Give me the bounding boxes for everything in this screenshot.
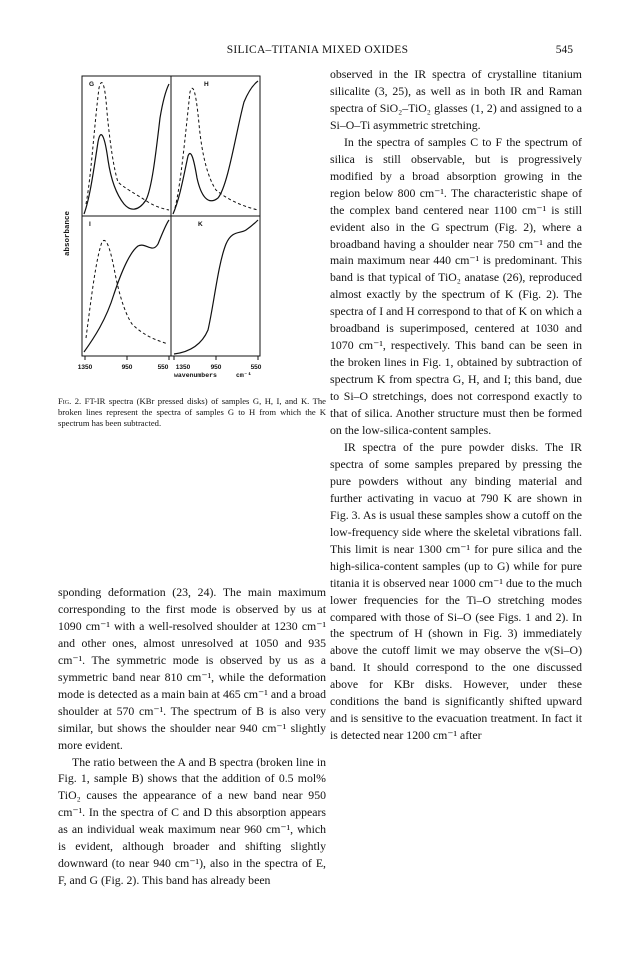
panel-label-h: H: [204, 81, 209, 88]
figure-caption-label: Fig. 2.: [58, 396, 82, 406]
panel-h-broken-curve: [175, 88, 258, 210]
paragraph: observed in the IR spectra of crystalline titanium silicalite (3, 25), as well as in both IR and Raman spectra of SiO₂–TiO₂ glasses (1, 2) and assigned to a Si–O–Ti asymmetric stretching.: [330, 67, 582, 132]
page-number: 545: [555, 44, 573, 56]
spectra-plot: [56, 68, 326, 378]
running-title: SILICA–TITANIA MIXED OXIDES: [226, 44, 409, 56]
left-column: [58, 584, 326, 889]
paragraph: The ratio between the A and B spectra (broken line in Fig. 1, sample B) shows that the addition of 0.5 mol% TiO₂ causes the appearance of a new band near 950 cm⁻¹. In the spectra of C and D this absorption appears as an individual weak maximum near 960 cm⁻¹, which is evident, although broader and shifting slightly downward (to near 940 cm⁻¹), also in the spectra of E, F, and G (Fig. 2). This band has already been: [58, 754, 326, 888]
panel-label-g: G: [89, 81, 95, 88]
paragraph: IR spectra of the pure powder disks. The IR spectra of some samples prepared by pressing the pure powders without any binding material and further activating in vacuo at 790 K are shown in Fig. 3. As is usual these samples show a cutoff on the low-frequency side where the skeletal vibrations fall. This limit is near 1300 cm⁻¹ for pure silica and the high-silica-content samples (up to G) while for pure titania it is observed near 1000 cm⁻¹ due to the much lower frequencies for the Ti–O stretching modes compared with those of Si–O (see Figs. 1 and 2). In the spectrum of H (shown in Fig. 3) immediately above the cutoff limit we may observe the ν(Si–O) band. It should correspond to the one discussed above for KBr disks. However, under these conditions the band is significantly shifted upward and is sensitive to the evacuation treatment. In fact it is detected near 1200 cm⁻¹ after: [330, 439, 582, 743]
x-axis-unit: cm⁻¹: [236, 372, 252, 378]
paragraph: sponding deformation (23, 24). The main maximum corresponding to the first mode is observed by us at 1090 cm⁻¹ with a well-resolved shoulder at 1230 cm⁻¹ and other ones, almost unresolved at 1050 and 935 cm⁻¹. The symmetric mode is observed by us as a symmetric band near 810 cm⁻¹, while the deformation mode is detected as a main bain at 465 cm⁻¹ and a broad shoulder at 570 cm⁻¹. The spectrum of B is also very similar, but shows the shoulder near 940 cm⁻¹ slightly more evident.: [58, 585, 326, 752]
running-head: [0, 44, 635, 60]
panel-i-broken-curve: [86, 240, 168, 344]
panel-h-solid-curve: [173, 81, 258, 214]
figure-2: [56, 68, 326, 378]
x-axis-label: wavenumbers: [174, 372, 217, 378]
panel-g-frame: [82, 76, 171, 216]
right-column: [330, 66, 582, 744]
tick-label: 550: [157, 364, 169, 371]
tick-label: 1350: [175, 364, 191, 371]
figure-caption: [58, 396, 326, 429]
figure-caption-text: FT-IR spectra (KBr pressed disks) of samples G, H, I, and K. The broken lines represent the spectra of samples G to H from which the K spectrum has been subtracted.: [58, 396, 326, 429]
tick-label: 950: [210, 364, 222, 371]
panel-label-i: I: [89, 221, 91, 228]
tick-label: 550: [250, 364, 262, 371]
paragraph: In the spectra of samples C to F the spectrum of silica is still observable, but is progressively modified by a broad absorption growing in the region below 800 cm⁻¹. The characteristic shape of the complex band centered near 1100 cm⁻¹ is still evident also in the G spectrum (Fig. 2), where a broadband having a shoulder near 750 cm⁻¹ and the main maximum near 440 cm⁻¹ is predominant. This band is that typical of TiO₂ anatase (26), reproduced almost exactly by the spectrum of K (Fig. 2). The spectra of I and H correspond to that of K on which a broadband is superimposed, centered at 1030 and 1070 cm⁻¹, respectively. This band can be seen in the broken lines in Fig. 1, obtained by subtraction of spectrum K from spectra G, H, and I; this band, due to Si–O stretchings, does not correspond exactly to that of silica. Another structure must then be formed on the low-silica-content samples.: [330, 134, 582, 438]
tick-label: 950: [121, 364, 133, 371]
panel-k-solid-curve: [174, 220, 258, 354]
panel-label-k: K: [198, 221, 203, 228]
tick-label: 1350: [77, 364, 93, 371]
y-axis-label: absorbance: [64, 210, 72, 256]
panel-i-solid-curve: [84, 220, 169, 352]
